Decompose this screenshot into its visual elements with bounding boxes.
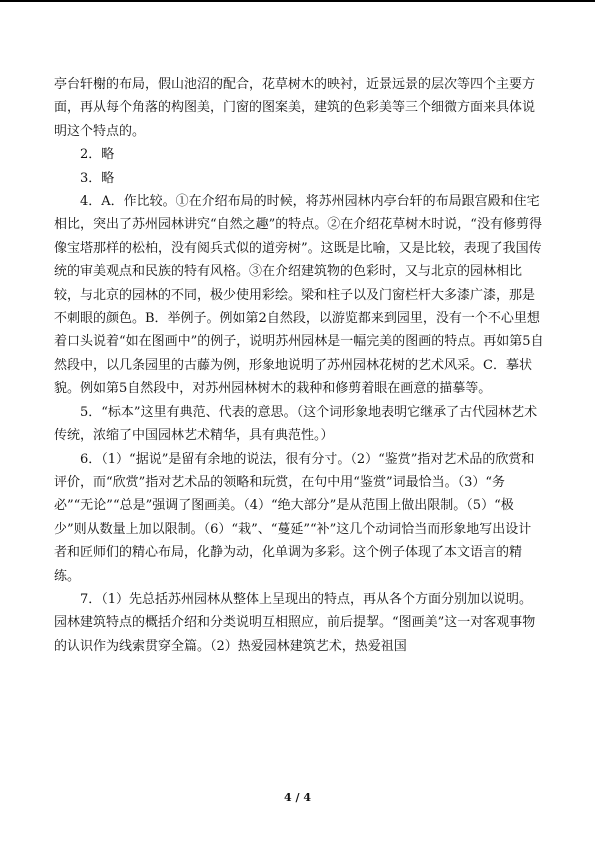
paragraph-3: 3．略 [80,170,115,186]
paragraph-5: 5．“标本”这里有典范、代表的意思。（这个词形象地表明它继承了古代园林艺术传统，浓缩了中国园林艺术精华，具有典范性。） [54,404,538,444]
document-body [54,73,544,658]
paragraph-6: 6．（1）“据说”是留有余地的说法，很有分寸。（2）“鉴赏”指对艺术品的欣赏和评价，而“欣赏”指对艺术品的领略和玩赏，在句中用“鉴赏”词最恰当。（3）“务必”“无论”“总是”强调了图画美。（4）“绝大部分”是从范围上做出限制。（5）“极少”则从数量上加以限制。（6）“栽”、“蔓延”“补”这几个动词恰当而形象地写出设计者和匠师们的精心布局，化静为动，化单调为多彩。这个例子体现了本文语言的精练。 [54,451,535,584]
paragraph-7: 7．（1）先总括苏州园林从整体上呈现出的特点，再从各个方面分别加以说明。园林建筑特点的概括介绍和分类说明互相照应，前后提挈。“图画美”这一对客观事物的认识作为线索贯穿全篇。（2）热爱园林建筑艺术，热爱祖国 [54,591,536,654]
header-rule [0,0,595,2]
paragraph-1: 亭台轩榭的布局，假山池沼的配合，花草树木的映衬，近景远景的层次等四个主要方面，再从每个角落的构图美，门窗的图案美，建筑的色彩美等三个细微方面来具体说明这个特点的。 [54,77,536,139]
paragraph-4: 4．A．作比较。①在介绍布局的时候，将苏州园林内亭台轩的布局跟宫殿和住宅相比，突出了苏州园林讲究“自然之趣”的特点。②在介绍花草树木时说，“没有修剪得像宝塔那样的松柏，没有阅兵式似的道旁树”。这既是比喻，又是比较，表现了我国传统的审美观点和民族的特有风格。③在介绍建筑物的色彩时，又与北京的园林相比较，与北京的园林的不同，极少使用彩绘。梁和柱子以及门窗栏杆大多漆广漆，那是不刺眼的颜色。B．举例子。例如第2自然段，以游览都来到园里，没有一个不心里想着口头说着“如在图画中”的例子，说明苏州园林是一幅完美的图画的特点。再如第5自然段中，以几条园里的古藤为例，形象地说明了苏州园林花树的艺术风采。C．摹状貌。例如第5自然段中，对苏州园林树木的栽种和修剪着眼在画意的描摹等。 [54,194,544,397]
paragraph-2: 2．略 [80,147,115,163]
page-number: 4 / 4 [284,791,311,804]
